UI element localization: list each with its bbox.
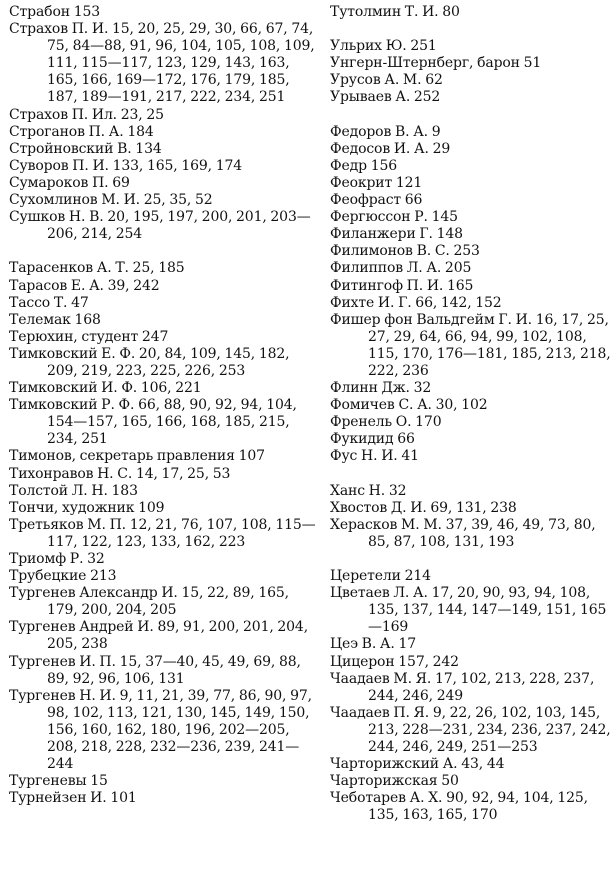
- index-entry: Тургенев И. П. 15, 37—40, 45, 49, 69, 88, 89, 92, 96, 106, 131: [9, 653, 301, 687]
- index-entry: Тургенев Н. И. 9, 11, 21, 39, 77, 86, 90, 97, 98, 102, 113, 121, 130, 145, 149, 150, 156, 160, 162, 180, 196, 202—205, 208, 218, 228, 232—236, 239, 241— 244: [9, 687, 312, 773]
- index-entry: Тургеневы 15: [9, 773, 108, 790]
- index-entry: Флинн Дж. 32: [330, 380, 432, 397]
- index-entry: Тимковский Р. Ф. 66, 88, 90, 92, 94, 104, 154—157, 165, 166, 168, 185, 215, 234, 251: [9, 397, 297, 448]
- index-entry: Церетели 214: [330, 568, 431, 585]
- index-entry: Цицерон 157, 242: [330, 653, 459, 670]
- index-entry: Тарасов Е. А. 39, 242: [9, 277, 160, 294]
- index-entry: Федр 156: [330, 157, 397, 174]
- index-entry: Ханс Н. 32: [330, 482, 407, 499]
- index-entry: Фитингоф П. И. 165: [330, 277, 474, 294]
- index-entry: Трубецкие 213: [9, 568, 117, 585]
- index-entry: Урываев А. 252: [330, 89, 441, 106]
- index-entry: Фихте И. Г. 66, 142, 152: [330, 294, 502, 311]
- index-entry: Тихонравов Н. С. 14, 17, 25, 53: [9, 465, 231, 482]
- index-entry: Тимковский Е. Ф. 20, 84, 109, 145, 182, 209, 219, 223, 225, 226, 253: [9, 345, 290, 379]
- index-entry: Тимковский И. Ф. 106, 221: [9, 380, 202, 397]
- index-entry: Френель О. 170: [330, 414, 442, 431]
- index-column-right: [330, 4, 612, 825]
- index-entry: Цветаев Л. А. 17, 20, 90, 93, 94, 108, 135, 137, 144, 147—149, 151, 165—169: [330, 585, 607, 636]
- index-entry: Филиппов Л. А. 205: [330, 260, 472, 277]
- index-entry: Цеэ В. А. 17: [330, 636, 416, 653]
- index-entry: Филимонов В. С. 253: [330, 243, 480, 260]
- index-entry: Феофраст 66: [330, 192, 423, 209]
- index-entry: Тончи, художник 109: [9, 499, 165, 516]
- index-entry: Тутолмин Т. И. 80: [330, 4, 460, 20]
- group-spacer: [330, 21, 612, 38]
- index-entry: Фус Н. И. 41: [330, 448, 419, 465]
- index-entry: Тимонов, секретарь правления 107: [9, 448, 265, 465]
- index-entry: Тарасенков А. Т. 25, 185: [9, 260, 185, 277]
- index-column-left: [9, 4, 321, 807]
- index-entry: Триомф Р. 32: [9, 551, 105, 567]
- index-entry: Федоров В. А. 9: [330, 123, 441, 140]
- index-entry: Сумароков П. 69: [9, 174, 130, 191]
- index-entry: Филанжери Г. 148: [330, 226, 463, 243]
- index-entry: Страхов П. И. 15, 20, 25, 29, 30, 66, 67, 74, 75, 84—88, 91, 96, 104, 105, 108, 109, 111, 115—117, 123, 129, 143, 163, 165, 166, 169—172, 176, 179, 185, 187, 189—191, 217, 222, 234, 251: [9, 21, 315, 106]
- index-entry: Фергюссон Р. 145: [330, 209, 458, 226]
- index-entry: Толстой Л. Н. 183: [9, 482, 138, 499]
- index-entry: Чарторижский А. 43, 44: [330, 756, 505, 773]
- index-entry: Сухомлинов М. И. 25, 35, 52: [9, 192, 213, 209]
- index-entry: Страхов П. Ил. 23, 25: [9, 106, 164, 123]
- index-entry: Страбон 153: [9, 4, 100, 20]
- index-entry: Суворов П. И. 133, 165, 169, 174: [9, 157, 242, 174]
- index-entry: Тургенев Александр И. 15, 22, 89, 165, 179, 200, 204, 205: [9, 585, 289, 619]
- index-entry: Унгерн-Штернберг, барон 51: [330, 55, 542, 72]
- group-spacer: [9, 243, 321, 260]
- index-entry: Третьяков М. П. 12, 21, 76, 107, 108, 115—117, 122, 123, 133, 162, 223: [9, 516, 316, 550]
- index-entry: Чаадаев П. Я. 9, 22, 26, 102, 103, 145, 213, 228—231, 234, 236, 237, 242, 244, 246, 249, 251—253: [330, 704, 611, 756]
- index-entry: Чарторижская 50: [330, 773, 459, 790]
- index-entry: Херасков М. М. 37, 39, 46, 49, 73, 80, 85, 87, 108, 131, 193: [330, 516, 596, 550]
- index-entry: Сушков Н. В. 20, 195, 197, 200, 201, 203—206, 214, 254: [9, 209, 311, 243]
- index-entry: Телемак 168: [9, 311, 101, 328]
- index-entry: Терюхин, студент 247: [9, 328, 169, 345]
- index-entry: Фишер фон Вальдгейм Г. И. 16, 17, 25, 27, 29, 64, 66, 94, 99, 102, 108, 115, 170, 176—181, 185, 213, 218, 222, 236: [330, 311, 611, 379]
- group-spacer: [330, 107, 612, 124]
- index-entry: Стройновский В. 134: [9, 140, 162, 157]
- index-entry: Хвостов Д. И. 69, 131, 238: [330, 499, 517, 516]
- index-entry: Чаадаев М. Я. 17, 102, 213, 228, 237, 244, 246, 249: [330, 670, 595, 704]
- group-spacer: [330, 466, 612, 483]
- index-entry: Федосов И. А. 29: [330, 140, 451, 157]
- index-entry: Тургенев Андрей И. 89, 91, 200, 201, 204, 205, 238: [9, 619, 308, 653]
- index-entry: Тассо Т. 47: [9, 294, 89, 311]
- index-entry: Турнейзен И. 101: [9, 790, 137, 807]
- index-entry: Феокрит 121: [330, 174, 423, 191]
- group-spacer: [330, 551, 612, 568]
- index-entry: Урусов А. М. 62: [330, 72, 443, 89]
- index-entry: Ульрих Ю. 251: [330, 38, 437, 55]
- index-entry: Строганов П. А. 184: [9, 123, 154, 140]
- index-entry: Чеботарев А. Х. 90, 92, 94, 104, 125, 135, 163, 165, 170: [330, 790, 588, 824]
- index-entry: Фомичев С. А. 30, 102: [330, 397, 488, 414]
- index-entry: Фукидид 66: [330, 431, 415, 448]
